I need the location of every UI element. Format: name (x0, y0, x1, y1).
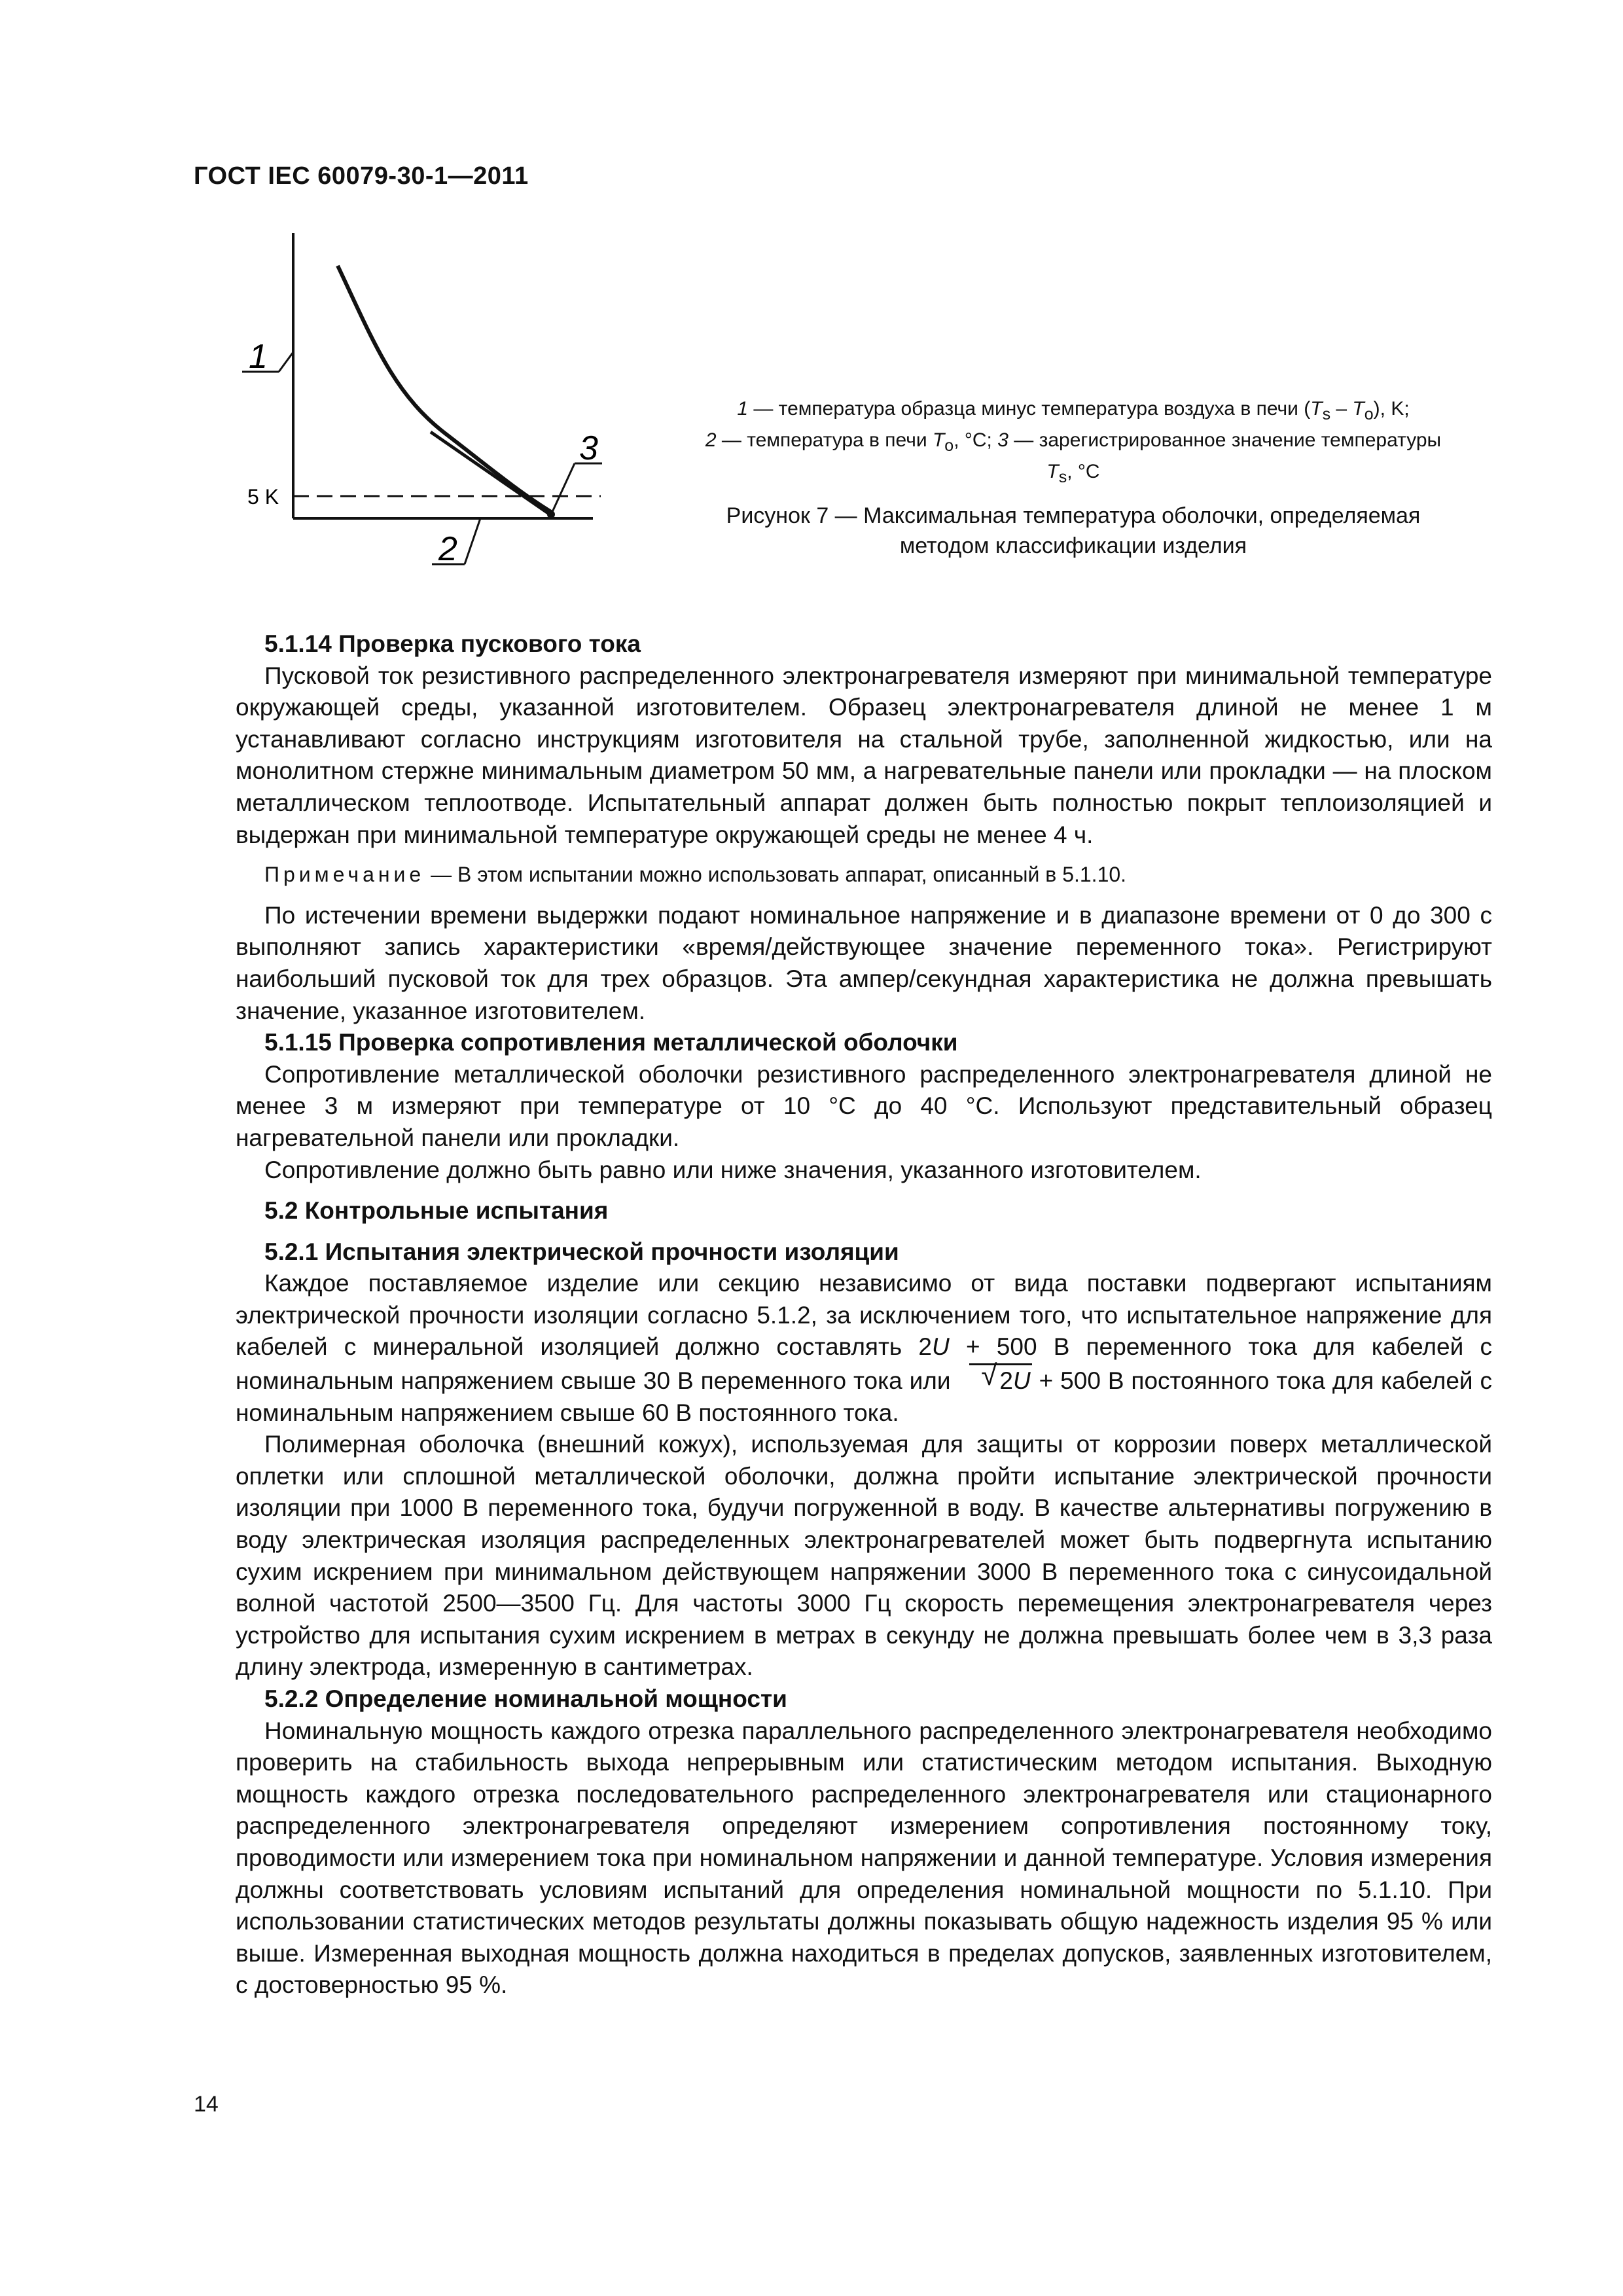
note-label: Примечание (264, 863, 425, 887)
paragraph-5-1-15-1: Сопротивление металлической оболочки резистивного распределенного электронагревателя длиной не менее 3 м измеряют при температуре от 10 °С до 40 °С. Используют представительный образец нагревательной панели или прокладки. (236, 1060, 1492, 1151)
recorded-point (547, 511, 555, 518)
paragraph-5-1-14-2: По истечении времени выдержки подают номинальное напряжение и в диапазоне времени от 0 до 300 с выполняют запись характеристики «время/действующее значение переменного тока». Регистрируют наибольший пусковой ток для трех образцов. Эта ампер/секундная характеристика не должна превышать значение, указанное изготовителем. (236, 901, 1492, 1024)
heading-5-2-1: 5.2.1 Испытания электрической прочности изоляции (264, 1238, 899, 1265)
tangent-line (431, 432, 554, 517)
leader-2 (465, 518, 480, 564)
label-2: 2 (438, 530, 457, 568)
note-5-1-14 (236, 859, 1492, 891)
caption-line-2: методом классификации изделия (899, 533, 1247, 558)
heading-5-2: 5.2 Контрольные испытания (264, 1197, 609, 1225)
document-body (236, 628, 1492, 2001)
figure-caption (638, 501, 1508, 561)
legend-line-1: 1 — температура образца минус температура воздуха в печи $(T_s - T_o)$, K; (737, 398, 1410, 423)
curve-1 (338, 266, 551, 512)
paragraph-5-2-1-2: Полимерная оболочка (внешний кожух), используемая для защиты от коррозии поверх металлической оплетки или сплошной металлической оболочки, должна пройти испытание электрической прочности изоляции при 1000 В переменного тока, будучи погруженной в воду. В качестве альтернативы погружению в воду электрическая изоляция распределенных электронагревателей может быть подвергнута испытанию сухим искрением при минимальном действующем напряжении 3000 В переменного тока с синусоидальной волной частотой 2500—3500 Гц. Для частоты 3000 Гц скорость перемещения электронагревателя через устройство для испытания сухим искрением в метрах в секунду не должна превышать более чем в 3,3 раза длину электрода, измеренную в сантиметрах. (236, 1431, 1492, 1681)
figure-7 (223, 216, 628, 583)
level-5k-label: 5 K (247, 485, 279, 509)
paragraph-5-1-15-2: Сопротивление должно быть равно или ниже значения, указанного изготовителем. (264, 1156, 1202, 1183)
paragraph-5-2-1-1: Каждое поставляемое изделие или секцию независимо от вида поставки подвергают испытаниям электрической прочности изоляции согласно 5.1.2, за исключением того, что испытательное напряжение для кабелей с минеральной изоляцией должно составлять 2U + 500 В переменного тока для кабелей с номинальным напряжением свыше 30 В переменного тока или √ 2U + 500 В постоянного тока для кабелей с номинальным напряжением свыше 60 В постоянного тока. (236, 1268, 1492, 1429)
leader-1 (279, 352, 293, 372)
label-3: 3 (579, 429, 598, 467)
figure-legend (638, 396, 1508, 490)
heading-5-1-15: 5.1.15 Проверка сопротивления металлической оболочки (264, 1029, 958, 1056)
paragraph-5-2-2-1: Номинальную мощность каждого отрезка параллельного распределенного электронагревателя необходимо проверить на стабильность выхода непрерывным или статистическим методом испытания. Выходную мощность каждого отрезка последовательного распределенного электронагревателя или стационарного распределенного электронагревателя определяют измерением сопротивления постоянному току, проводимости или измерением тока при номинальном напряжении и данной температуре. Условия измерения должны соответствовать условиям испытаний для определения номинальной мощности по 5.1.10. При использовании статистических методов результаты должны показывать общую надежность изделия 95 % или выше. Измеренная выходная мощность должна находиться в пределах допусков, заявленных изготовителем, с достоверностью 95 %. (236, 1717, 1492, 1999)
square-root-symbol: √ 2U (969, 1363, 1031, 1397)
heading-5-1-14: 5.1.14 Проверка пускового тока (264, 630, 641, 657)
label-1: 1 (249, 338, 268, 376)
document-header: ГОСТ IEC 60079-30-1—2011 (194, 162, 529, 190)
leader-3 (552, 463, 575, 512)
legend-line-2: 2 — температура в печи $T_o$, °C; 3 — зарегистрированное значение температуры (705, 429, 1442, 455)
legend-line-3: $T_s$, °C (1046, 461, 1100, 486)
figure-7-diagram (223, 216, 628, 583)
heading-5-2-2: 5.2.2 Определение номинальной мощности (264, 1685, 787, 1712)
page-number: 14 (194, 2092, 219, 2117)
paragraph-5-1-14-1: Пусковой ток резистивного распределенного электронагревателя измеряют при минимальной температуре окружающей среды, указанной изготовителем. Образец электронагревателя длиной не менее 1 м устанавливают согласно инструкциям изготовителя на стальной трубе, заполненной жидкостью, или на монолитном стержне минимальным диаметром 50 мм, а нагревательные панели или прокладки — на плоском металлическом теплоотводе. Испытательный аппарат должен быть полностью покрыт теплоизоляцией и выдержан при минимальной температуре окружающей среды не менее 4 ч. (236, 662, 1492, 848)
note-text: — В этом испытании можно использовать аппарат, описанный в 5.1.10. (425, 863, 1127, 887)
caption-line-1: Рисунок 7 — Максимальная температура оболочки, определяемая (726, 503, 1421, 528)
